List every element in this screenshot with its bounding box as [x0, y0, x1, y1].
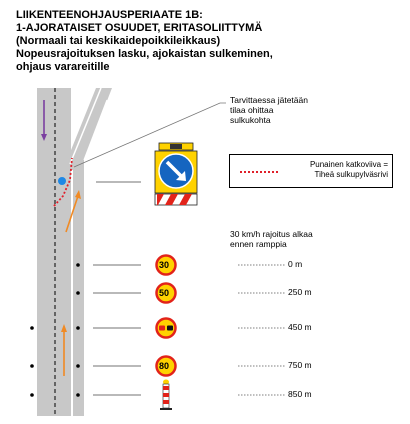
callout-text [230, 95, 308, 125]
callout-line-text: tilaa ohittaa [230, 105, 274, 115]
no-overtaking-icon [157, 319, 176, 338]
sign-label-50: 50 [159, 288, 170, 298]
closure-marker [58, 177, 66, 185]
callout-line-text: Tarvittaessa jätetään [230, 95, 308, 105]
position-dot [30, 326, 34, 330]
distance-label: 750 m [288, 360, 312, 370]
speed-note-line: 30 km/h rajoitus alkaa [230, 229, 313, 239]
position-dot [76, 393, 80, 397]
position-dot [76, 291, 80, 295]
sign-label-80: 80 [159, 361, 170, 371]
road-shoulder-right [71, 88, 73, 416]
position-dot [30, 364, 34, 368]
distance-label: 450 m [288, 322, 312, 332]
distance-label: 250 m [288, 287, 312, 297]
road-shoulder-left [35, 88, 37, 416]
position-dot [76, 263, 80, 267]
legend-line: Tiheä sulkupylväsrivi [314, 170, 388, 179]
legend-box [229, 154, 393, 188]
legend-swatch [240, 167, 280, 177]
speed-note-line: ennen ramppia [230, 239, 287, 249]
sign-label-30: 30 [159, 260, 170, 270]
position-dot [30, 393, 34, 397]
barrier-post-icon [160, 380, 172, 411]
legend-text [292, 160, 388, 180]
speed-note [230, 229, 313, 249]
title-line: Nopeusrajoituksen lasku, ajokaistan sulkeminen, [16, 48, 273, 60]
title-line: (Normaali tai keskikaidepoikkileikkaus) [16, 35, 221, 47]
main-road [35, 88, 73, 416]
legend-line: Punainen katkoviiva = [309, 160, 388, 169]
warning-light [170, 144, 182, 149]
keep-right-sign-assembly [155, 143, 197, 205]
title-line: 1-AJORATAISET OSUUDET, ERITASOLIITTYMÄ [16, 22, 263, 34]
distance-label: 0 m [288, 259, 303, 269]
position-dot [76, 326, 80, 330]
position-dot [76, 364, 80, 368]
distance-label: 850 m [288, 389, 312, 399]
title-line: LIIKENTEENOHJAUSPERIAATE 1B: [16, 9, 203, 21]
title-line: ohjaus varareitille [16, 61, 110, 73]
callout-line-text: sulkukohta [230, 115, 271, 125]
